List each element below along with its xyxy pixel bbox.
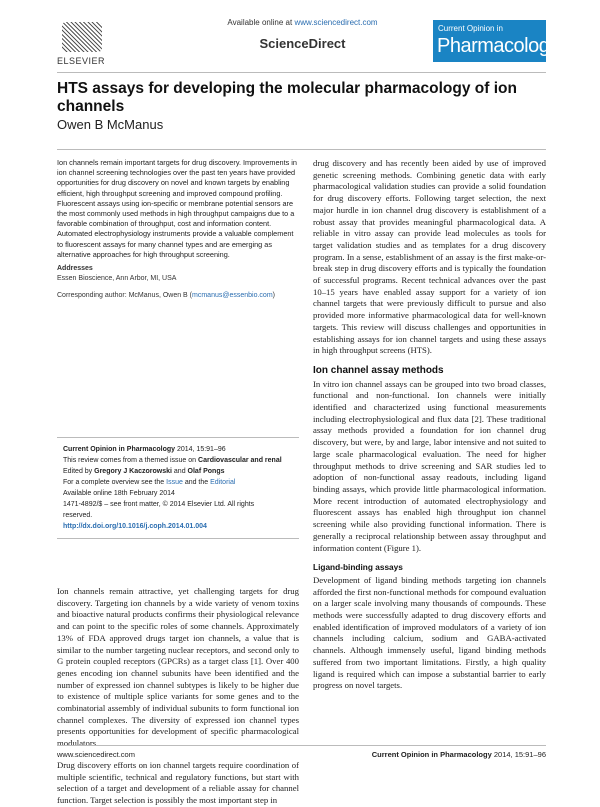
journal-banner bbox=[433, 20, 559, 62]
corresponding-author bbox=[57, 291, 299, 301]
right-body bbox=[313, 158, 546, 692]
section-heading-assay-methods: Ion channel assay methods bbox=[313, 364, 444, 376]
info-and: and bbox=[173, 468, 186, 475]
abstract-text: Ion channels remain important targets for drug discovery. Improvements in ion channel screening technologies over the past ten years have provided opportunities for drug discovery on novel and known targets by enabling efficient, high throughput screening and improved compound profiling. Fluorescent assays using ion-specific or membrane potential sensors are the most commonly used methods in high throughput campaigns due to a favorable combination of throughput, cost and information content. Automated electrophysiology instruments provide a valuable complement to fluorescent assays for many channel types and are emerging as alternative approaches for high throughput screening. bbox=[57, 158, 297, 259]
editorial-link[interactable]: Editorial bbox=[210, 479, 236, 486]
article-info-box bbox=[57, 437, 299, 539]
section2-text: Development of ligand binding methods targeting ion channels afforded the first non-functional methods for compound evaluation on a larger scale involving many thousands of compounds. These methods were successfully adapted to drug discovery efforts and enabled identification of improved modulators of a variety of ion channels including calcium, sodium and GABA-activated channels. Although immensely useful, ligand binding methods suffered from two important limitations. Firstly, a high quality ligand is required which can impose a substantial barrier to early progress on novel targets. bbox=[313, 574, 546, 691]
sciencedirect-brand: ScienceDirect bbox=[259, 36, 346, 51]
section1-text: In vitro ion channel assays can be grouped into two broad classes, functional and non-functional. Ion channels were initially identified and characterized using functional measurements including electrophysiological and flux data [2]. These traditional assay methods provided a foundation for ion channel drug discovery, but were, by and large, labor intensive and not suited to large scale pharmacological evaluation. The need for higher throughput methods to drive screening and SAR studies led to adoption of non-functional assay readouts, including ligand binding assays, which provide little pharmacological information. More recent introduction of automated electrophysiology and fluorescent assays has enabled high throughput ion channel screening while also providing functional information. There is generally a reciprocal relationship between assay throughput and information content (Figure 1). bbox=[313, 378, 546, 553]
footer-rule bbox=[57, 745, 546, 746]
article-title: HTS assays for developing the molecular pharmacology of ion channels bbox=[57, 80, 517, 115]
info-journal: Current Opinion in Pharmacology bbox=[63, 446, 176, 453]
info-editors bbox=[57, 466, 299, 477]
info-editor2: Olaf Pongs bbox=[187, 468, 225, 475]
info-theme-name: Cardiovascular and renal bbox=[198, 457, 282, 464]
doi-link[interactable]: http://dx.doi.org/10.1016/j.coph.2014.01.004 bbox=[63, 523, 207, 530]
available-online bbox=[190, 18, 415, 27]
info-theme bbox=[57, 455, 299, 466]
right-intro: drug discovery and has recently been aided by use of improved genetic screening methods. Combining genetic data with early pharmacological validation studies can provide a solid foundation for drug discovery efforts. Following target selection, the next major hurdle in ion channel drug discovery is establishment of a robust assay that provides meaningful pharmacological data. A reliable in vitro assay can provide lead molecules as tools for target validation studies and as templates for a drug discovery program. In a sense, establishment of an assay is the first make-or-break step in drug discovery efforts and is typically the foundation of successful programs. Recent technical advances over the past 10–15 years have enabled assay support for a variety of ion channel targets that were previously difficult to pursue and also provided more informative pharmacological data for well-known targets. This review will discuss challenges and opportunities in establishing assays for ion channel targets and using these assays in high throughput screens (HTS). bbox=[313, 158, 546, 356]
info-available: Available online 18th February 2014 bbox=[63, 490, 175, 497]
left-paragraph-1: Ion channels remain attractive, yet challenging targets for drug discovery. Targeting ion channels by a wide variety of venom toxins and bioactive natural products confirms their physiological relevance and can point to the specific roles of some channels. Approximately 13% of FDA approved drugs target ion channels, a value that is similar to the number targeting nuclear receptors, and second only to G protein coupled receptors (GPCRs) as a target class [1]. Over 400 genes encoding ion channel subunits have been identified and the number of expressed ion channel subtypes is likely to be higher due to existence of multiple splice variants for some genes and to the combinatorial assembly of individual subunits to form functional ion channel complexes. The diversity of expressed ion channel types presents opportunities for development of specific pharmacological modulators. bbox=[57, 586, 299, 749]
info-citation bbox=[57, 444, 299, 455]
footer-url[interactable]: www.sciencedirect.com bbox=[57, 750, 135, 759]
elsevier-logo bbox=[57, 20, 107, 58]
sciencedirect-url[interactable]: www.sciencedirect.com bbox=[294, 18, 378, 27]
info-copyright: 1471-4892/$ – see front matter, © 2014 Elsevier Ltd. All rights reserved. bbox=[63, 501, 255, 519]
footer-citation bbox=[372, 750, 546, 759]
info-cite: 2014, 15:91–96 bbox=[176, 446, 226, 453]
journal-banner-small: Current Opinion in bbox=[438, 24, 503, 33]
publisher-name: ELSEVIER bbox=[57, 56, 106, 66]
journal-banner-big: Pharmacology bbox=[437, 35, 559, 57]
info-and-the: and the bbox=[184, 479, 209, 486]
corresponding-close: ) bbox=[272, 292, 275, 300]
title-rule bbox=[57, 149, 546, 150]
issue-link[interactable]: Issue bbox=[166, 479, 183, 486]
footer-cite: 2014, 15:91–96 bbox=[493, 750, 546, 759]
addresses-text: Essen Bioscience, Ann Arbor, MI, USA bbox=[57, 274, 177, 282]
corresponding-label: Corresponding author: McManus, Owen B ( bbox=[57, 292, 193, 300]
info-editor1: Gregory J Kaczorowski bbox=[94, 468, 172, 475]
available-online-label: Available online at bbox=[227, 18, 293, 27]
left-body bbox=[57, 586, 299, 807]
info-overview bbox=[57, 477, 299, 488]
info-edited-prefix: Edited by bbox=[63, 468, 93, 475]
abstract-block bbox=[57, 158, 299, 301]
elsevier-tree-icon bbox=[62, 22, 102, 52]
header-rule bbox=[57, 72, 546, 73]
corresponding-email[interactable]: mcmanus@essenbio.com bbox=[192, 292, 273, 300]
left-paragraph-2: Drug discovery efforts on ion channel targets require coordination of multiple scientific, technical and regulatory functions, but start with selection of a target and development of a reliable assay for channel function. Target selection is possibly the most important step in bbox=[57, 759, 299, 805]
article-author: Owen B McManus bbox=[57, 117, 164, 132]
footer-journal: Current Opinion in Pharmacology bbox=[371, 750, 492, 759]
info-overview-prefix: For a complete overview see the bbox=[63, 479, 165, 486]
section-heading-ligand-binding: Ligand-binding assays bbox=[313, 562, 403, 573]
info-theme-prefix: This review comes from a themed issue on bbox=[63, 457, 197, 464]
addresses-label: Addresses bbox=[57, 265, 93, 273]
